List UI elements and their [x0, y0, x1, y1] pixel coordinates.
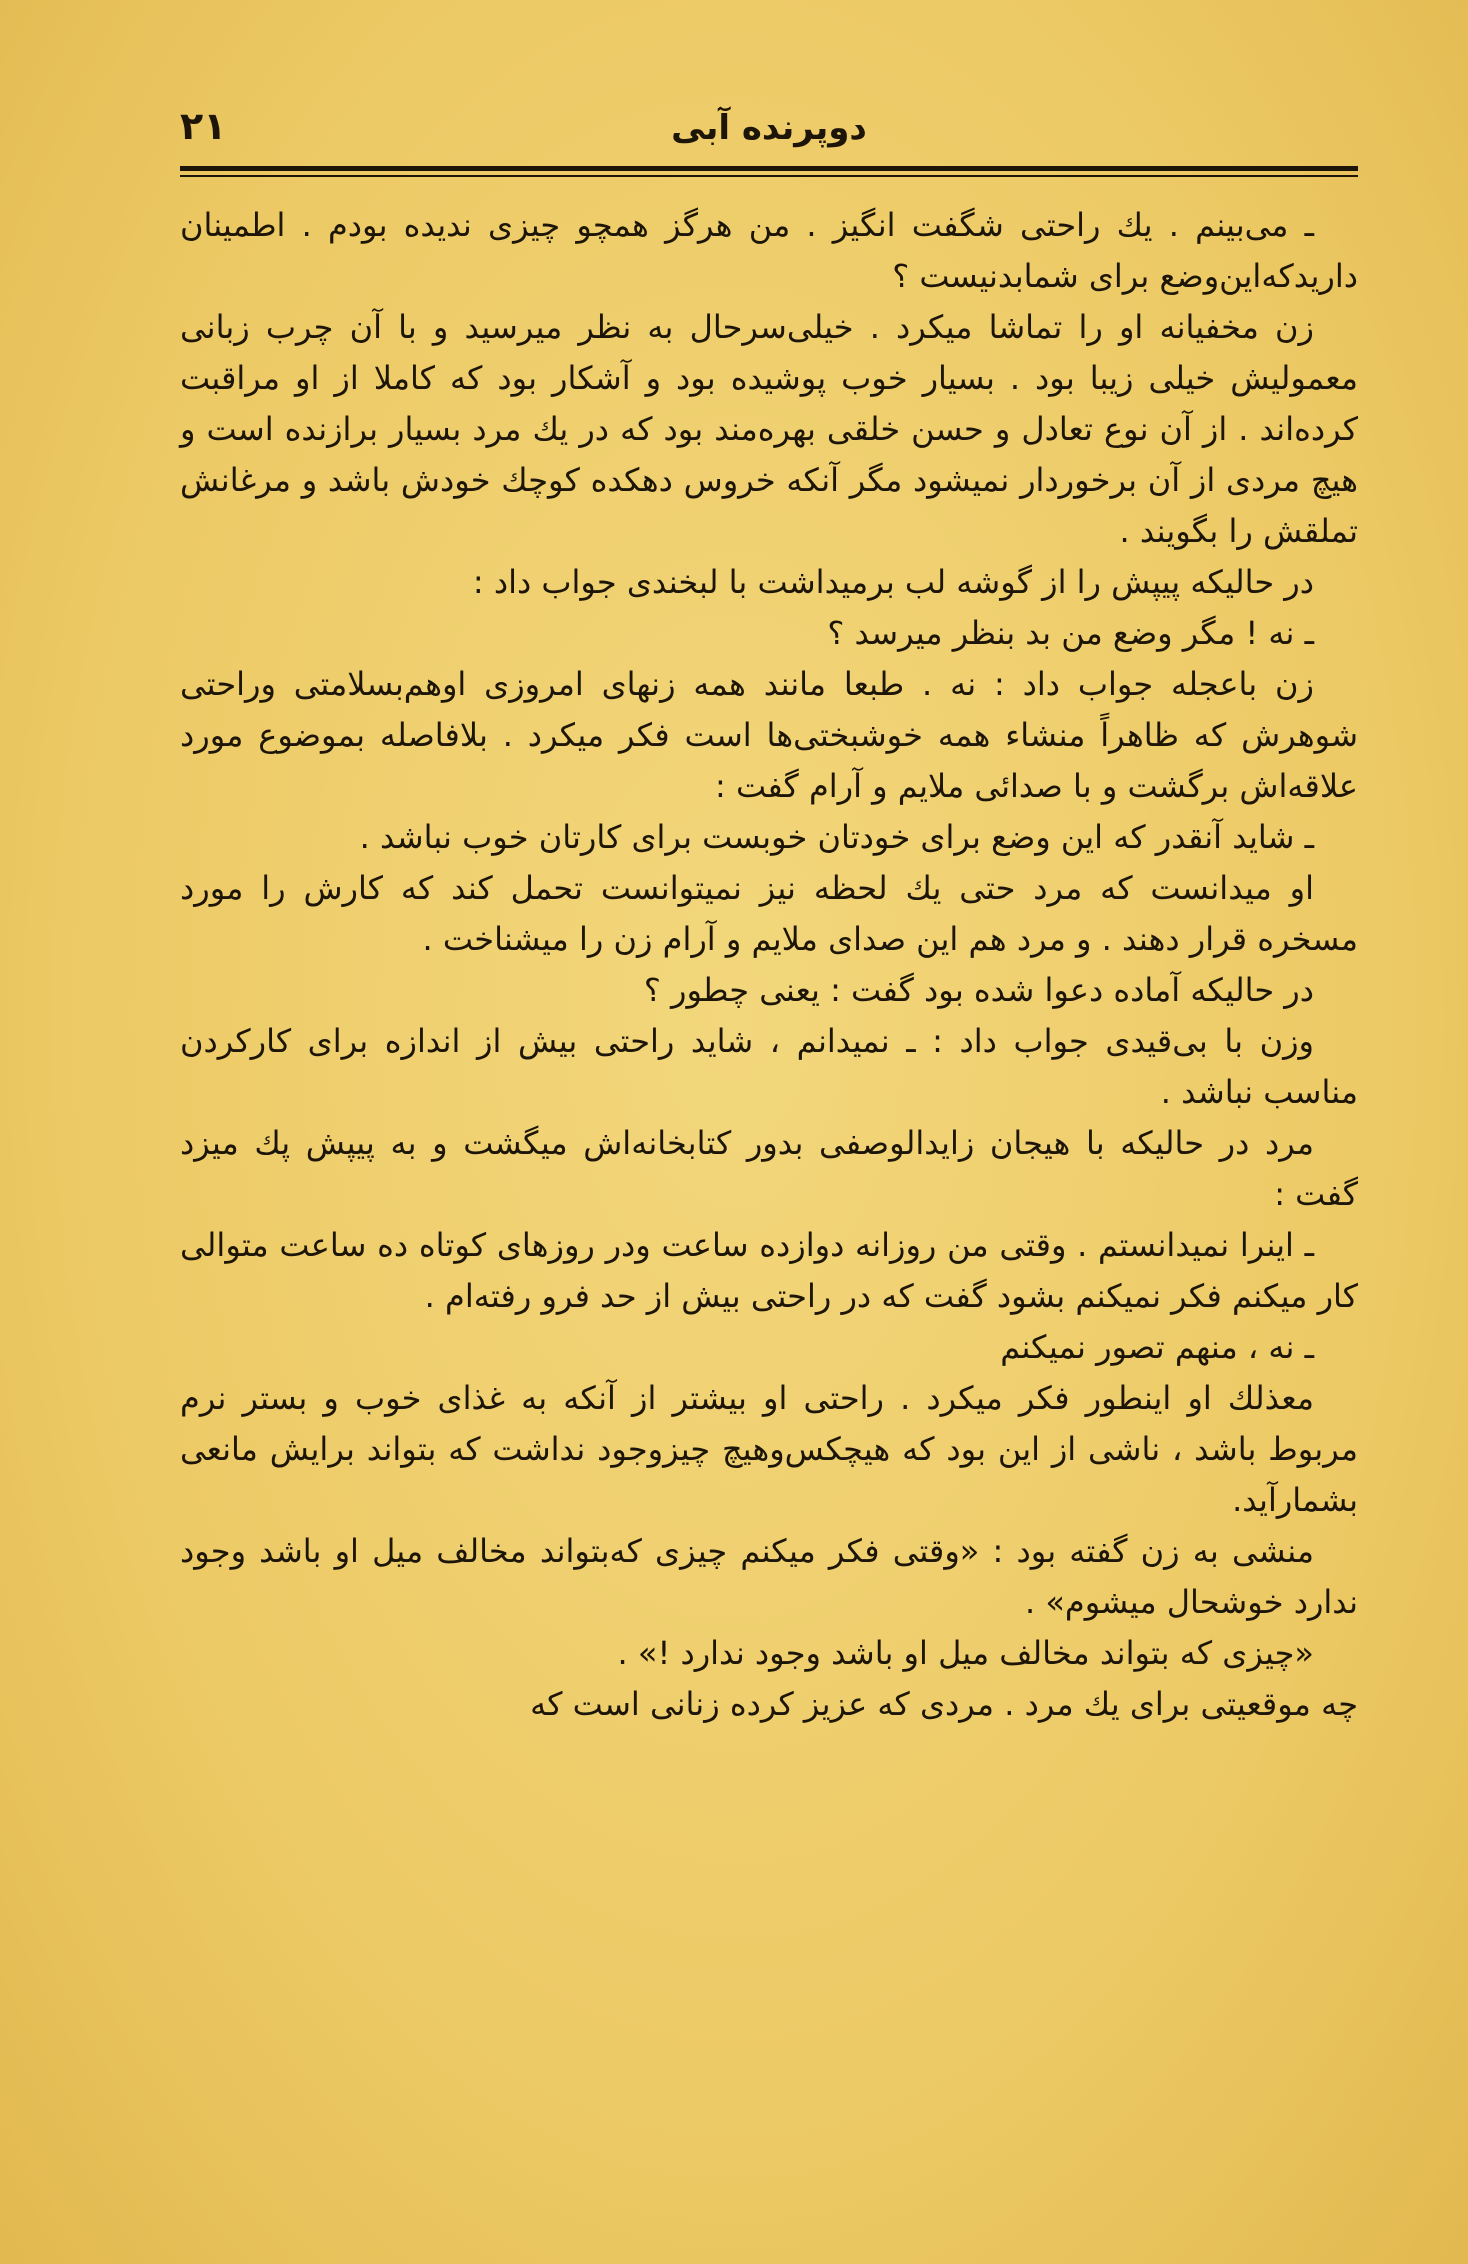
paragraph: زن مخفیانه او را تماشا میکرد . خیلی‌سرحال به نظر میرسید و با آن چرب زبانی معمولیش خیلی زیبا بود . بسیار خوب پوشیده بود و آشکار بود که کاملا از او مراقبت کرده‌اند . از آن نوع تعادل و حسن خلقی بهره‌مند بود که در یك مرد بسیار برازنده است و هیچ مردی از آن برخوردار نمیشود مگر آنکه خروس دهکده کوچك خودش باشد و مرغانش تملقش را بگویند .	[180, 308, 1358, 550]
running-title: دوپرنده آبی	[671, 108, 867, 148]
page-number: ۲۱	[180, 104, 227, 148]
header-rule-thick	[180, 166, 1358, 171]
paragraph: «چیزی که بتواند مخالف میل او باشد وجود ندارد !» .	[617, 1634, 1314, 1672]
paragraph: در حالیکه پیپش را از گوشه لب برمیداشت با لبخندی جواب داد :	[472, 563, 1314, 601]
paragraph: در حالیکه آماده دعوا شده بود گفت : یعنی چطور ؟	[643, 971, 1314, 1009]
paragraph: مرد در حالیکه با هیجان زایدالوصفی بدور کتابخانه‌اش میگشت و به پیپش پك میزد گفت :	[180, 1124, 1358, 1213]
paragraph: منشی به زن گفته بود : «وقتی فکر میکنم چیزی که‌بتواند مخالف میل او باشد وجود ندارد خوشحال میشوم» .	[180, 1532, 1358, 1621]
paragraph: معذلك او اینطور فکر میکرد . راحتی او بیشتر از آنکه به غذای خوب و بستر نرم مربوط باشد ، ناشی از این بود که هیچکس‌وهیچ چیزوجود نداشت که بتواند برایش مانعی بشمارآید.	[180, 1379, 1358, 1519]
paragraph: چه موقعیتی برای یك مرد . مردی که عزیز کرده زنانی است که	[530, 1685, 1358, 1723]
paragraph: او میدانست که مرد حتی یك لحظه نیز نمیتوانست تحمل کند که کارش را مورد مسخره قرار دهند . و مرد هم این صدای ملایم و آرام زن را میشناخت .	[180, 869, 1358, 958]
header-rule-thin	[180, 175, 1358, 177]
paragraph: ـ می‌بینم . یك راحتی شگفت انگیز . من هرگز همچو چیزی ندیده بودم . اطمینان داریدکه‌این‌وضع برای شمابدنیست ؟	[180, 206, 1358, 295]
paragraph: ـ شاید آنقدر که این وضع برای خودتان خوبست برای کارتان خوب نباشد .	[359, 818, 1314, 856]
paragraph: ـ نه ! مگر وضع من بد بنظر میرسد ؟	[827, 614, 1314, 652]
paragraph: زن باعجله جواب داد : نه . طبعا مانند همه زنهای امروزی اوهم‌بسلامتی وراحتی شوهرش که ظاهراً منشاء همه خوشبختی‌ها است فکر میکرد . بلافاصله بموضوع مورد علاقه‌اش برگشت و با صدائی ملایم و آرام گفت :	[180, 665, 1358, 805]
page-header	[180, 100, 1358, 160]
paragraph: وزن با بی‌قیدی جواب داد : ـ نمیدانم ، شاید راحتی بیش از اندازه برای کارکردن مناسب نباشد .	[180, 1022, 1358, 1111]
paragraph: ـ اینرا نمیدانستم . وقتی من روزانه دوازده ساعت ودر روزهای کوتاه ده ساعت متوالی کار میکنم فکر نمیکنم بشود گفت که در راحتی بیش از حد فرو رفته‌ام .	[180, 1226, 1358, 1315]
paragraph: ـ نه ، منهم تصور نمیکنم	[1000, 1328, 1314, 1366]
body-text	[180, 200, 1358, 1730]
